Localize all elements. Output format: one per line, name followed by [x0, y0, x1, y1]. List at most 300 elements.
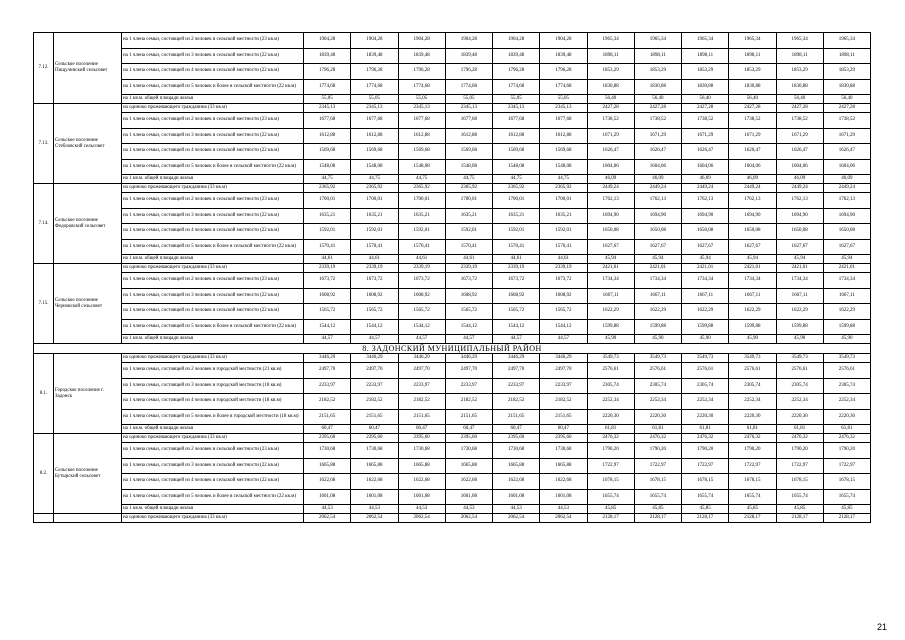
value-cell: 1665,88: [445, 458, 492, 474]
value-cell: 1601,08: [540, 489, 587, 505]
settlement-name: Сельское поселение Черновской сельсовет: [54, 264, 122, 344]
value-cell: 1622,29: [729, 304, 776, 320]
value-cell: 1622,68: [493, 474, 540, 490]
settlement-name: Городское поселение г. Задонск: [54, 354, 122, 434]
table-row: [34, 33, 871, 49]
value-cell: 1635,21: [351, 208, 398, 224]
value-cell: 1592,01: [493, 224, 540, 240]
value-cell: 2339,19: [398, 264, 445, 273]
value-cell: 1548,08: [493, 159, 540, 175]
value-cell: 1626,47: [682, 144, 729, 160]
table-row: [34, 304, 871, 320]
value-cell: 2497,70: [398, 363, 445, 379]
value-cell: 1655,74: [682, 489, 729, 505]
value-cell: 2233,97: [351, 378, 398, 394]
row-description: на 1 члена семьи, состоящей из 5 человек и более в сельской местности (22 кв.м): [122, 79, 304, 95]
value-cell: 1612,88: [493, 128, 540, 144]
value-cell: 2305,74: [587, 378, 634, 394]
value-cell: 1965,34: [682, 33, 729, 49]
value-cell: 2449,24: [823, 184, 870, 193]
value-cell: 2151,65: [540, 409, 587, 425]
value-cell: 2220,30: [634, 409, 681, 425]
value-cell: 61,81: [634, 425, 681, 434]
value-cell: 61,81: [729, 425, 776, 434]
row-description: на 1 кв.м. общей площади жилья: [122, 255, 304, 264]
row-description: на 1 члена семьи, состоящей из 5 человек и более в сельской местности (22 кв.м): [122, 239, 304, 255]
value-cell: 2345,13: [304, 104, 351, 113]
value-cell: 2252,34: [729, 394, 776, 410]
value-cell: 1734,34: [729, 273, 776, 289]
value-cell: 2233,97: [540, 378, 587, 394]
row-description: на 1 кв.м. общей площади жилья: [122, 95, 304, 104]
value-cell: 2128,17: [634, 514, 681, 523]
value-cell: 2151,65: [304, 409, 351, 425]
value-cell: 1762,13: [729, 193, 776, 209]
value-cell: 1608,92: [398, 288, 445, 304]
value-cell: 1667,11: [776, 288, 823, 304]
value-cell: 1592,01: [540, 224, 587, 240]
table-row: [34, 425, 871, 434]
value-cell: 1569,68: [493, 144, 540, 160]
value-cell: 2427,28: [776, 104, 823, 113]
table-row: [34, 335, 871, 344]
value-cell: 1604,06: [823, 159, 870, 175]
value-cell: 2128,17: [682, 514, 729, 523]
value-cell: 1569,68: [445, 144, 492, 160]
value-cell: 1655,74: [823, 489, 870, 505]
value-cell: 2305,74: [823, 378, 870, 394]
value-cell: 1677,68: [351, 113, 398, 129]
value-cell: 1622,29: [823, 304, 870, 320]
table-row: [34, 505, 871, 514]
value-cell: 55,05: [445, 95, 492, 104]
value-cell: 1774,68: [445, 79, 492, 95]
value-cell: 1734,34: [823, 273, 870, 289]
table-row: [34, 363, 871, 379]
page-number: 21: [876, 622, 887, 632]
value-cell: 1626,47: [776, 144, 823, 160]
value-cell: 2128,17: [587, 514, 634, 523]
value-cell: 2421,01: [776, 264, 823, 273]
value-cell: 1898,11: [682, 48, 729, 64]
value-cell: 2128,17: [823, 514, 870, 523]
value-cell: 1650,08: [634, 224, 681, 240]
value-cell: 1734,34: [776, 273, 823, 289]
row-description: на 1 члена семьи, состоящей из 3 человек в сельской местности (22 кв.м): [122, 288, 304, 304]
value-cell: 1544,12: [493, 319, 540, 335]
value-cell: 1830,88: [634, 79, 681, 95]
value-cell: 2449,24: [682, 184, 729, 193]
value-cell: 1678,15: [634, 474, 681, 490]
value-cell: 1774,68: [304, 79, 351, 95]
value-cell: 1678,15: [823, 474, 870, 490]
value-cell: 2427,28: [682, 104, 729, 113]
value-cell: 1612,88: [445, 128, 492, 144]
value-cell: 1678,15: [682, 474, 729, 490]
value-cell: 1592,01: [304, 224, 351, 240]
table-row: [34, 319, 871, 335]
value-cell: 2305,74: [634, 378, 681, 394]
value-cell: 1622,29: [634, 304, 681, 320]
value-cell: 2062,54: [445, 514, 492, 523]
value-cell: 1655,74: [729, 489, 776, 505]
value-cell: 1898,11: [729, 48, 776, 64]
value-cell: 1898,11: [634, 48, 681, 64]
value-cell: 1694,90: [729, 208, 776, 224]
value-cell: 1790,20: [634, 443, 681, 459]
value-cell: 1612,88: [540, 128, 587, 144]
value-cell: 1762,13: [776, 193, 823, 209]
value-cell: 2476,32: [634, 434, 681, 443]
row-code: [34, 514, 54, 523]
value-cell: 2427,28: [729, 104, 776, 113]
value-cell: 2345,13: [351, 104, 398, 113]
value-cell: 1612,88: [351, 128, 398, 144]
value-cell: 56,40: [634, 95, 681, 104]
value-cell: 1592,01: [398, 224, 445, 240]
value-cell: 45,94: [729, 255, 776, 264]
value-cell: 1544,12: [445, 319, 492, 335]
value-cell: 60,47: [398, 425, 445, 434]
value-cell: 1700,01: [398, 193, 445, 209]
row-description: на 1 кв.м. общей площади жилья: [122, 425, 304, 434]
section-row: [34, 344, 871, 354]
value-cell: 2345,13: [445, 104, 492, 113]
value-cell: 1569,68: [398, 144, 445, 160]
value-cell: 45,90: [634, 335, 681, 344]
value-cell: 1655,74: [634, 489, 681, 505]
table-row: [34, 409, 871, 425]
value-cell: 1730,68: [351, 443, 398, 459]
value-cell: 44,75: [398, 175, 445, 184]
table-row: [34, 64, 871, 80]
value-cell: 2421,01: [729, 264, 776, 273]
row-description: на 1 члена семьи, состоящей из 2 человек в сельской местности (23 кв.м): [122, 443, 304, 459]
value-cell: 1898,11: [587, 48, 634, 64]
row-description: на 1 члена семьи, состоящей из 2 человек в сельской местности (23 кв.м): [122, 273, 304, 289]
value-cell: 1774,68: [351, 79, 398, 95]
value-cell: 1762,13: [587, 193, 634, 209]
value-cell: 2220,30: [823, 409, 870, 425]
table-row: [34, 434, 871, 443]
value-cell: 1965,34: [729, 33, 776, 49]
value-cell: 44,53: [351, 505, 398, 514]
value-cell: 1839,48: [493, 48, 540, 64]
table-row: [34, 104, 871, 113]
value-cell: 1673,72: [445, 273, 492, 289]
value-cell: 1790,20: [823, 443, 870, 459]
table-row: [34, 288, 871, 304]
value-cell: 2339,19: [304, 264, 351, 273]
value-cell: 2151,65: [351, 409, 398, 425]
value-cell: 44,57: [351, 335, 398, 344]
value-cell: 2339,19: [540, 264, 587, 273]
value-cell: 1790,20: [682, 443, 729, 459]
value-cell: 2395,60: [540, 434, 587, 443]
value-cell: 1565,72: [304, 304, 351, 320]
value-cell: 2339,19: [445, 264, 492, 273]
row-description: на 1 члена семьи, состоящей из 2 человек в сельской местности (23 кв.м): [122, 33, 304, 49]
value-cell: 1548,08: [445, 159, 492, 175]
value-cell: 1678,15: [587, 474, 634, 490]
value-cell: 1570,41: [304, 239, 351, 255]
value-cell: 1565,72: [493, 304, 540, 320]
value-cell: 1627,67: [682, 239, 729, 255]
value-cell: 44,75: [493, 175, 540, 184]
value-cell: 1635,21: [304, 208, 351, 224]
value-cell: 2395,60: [493, 434, 540, 443]
value-cell: 2062,54: [493, 514, 540, 523]
value-cell: 2449,24: [729, 184, 776, 193]
value-cell: 2476,32: [823, 434, 870, 443]
value-cell: 2395,60: [304, 434, 351, 443]
value-cell: 1565,72: [445, 304, 492, 320]
value-cell: 1700,01: [304, 193, 351, 209]
table-row: [34, 273, 871, 289]
value-cell: 55,05: [540, 95, 587, 104]
row-description: на 1 члена семьи, состоящей из 5 человек и более в сельской местности (22 кв.м): [122, 319, 304, 335]
value-cell: 61,81: [682, 425, 729, 434]
table-row: [34, 208, 871, 224]
value-cell: 1700,01: [445, 193, 492, 209]
table-row: [34, 95, 871, 104]
value-cell: 2182,52: [540, 394, 587, 410]
value-cell: 45,94: [776, 255, 823, 264]
value-cell: 60,47: [540, 425, 587, 434]
value-cell: 1635,21: [540, 208, 587, 224]
table-row: [34, 79, 871, 95]
value-cell: 44,75: [540, 175, 587, 184]
value-cell: 2497,70: [493, 363, 540, 379]
tariff-table-sheet: [33, 32, 870, 523]
value-cell: 2182,52: [398, 394, 445, 410]
value-cell: 1965,34: [776, 33, 823, 49]
value-cell: 44,61: [493, 255, 540, 264]
value-cell: 1730,68: [445, 443, 492, 459]
value-cell: 2497,70: [540, 363, 587, 379]
value-cell: 55,05: [351, 95, 398, 104]
row-description: на 1 члена семьи, состоящей из 4 человек в сельской местности (22 кв.м): [122, 474, 304, 490]
table-row: [34, 264, 871, 273]
row-description: на 1 члена семьи, состоящей из 3 человек в сельской местности (22 кв.м): [122, 48, 304, 64]
value-cell: 2345,13: [540, 104, 587, 113]
value-cell: 44,61: [540, 255, 587, 264]
value-cell: 2233,97: [398, 378, 445, 394]
value-cell: 1774,68: [540, 79, 587, 95]
value-cell: 1839,48: [304, 48, 351, 64]
value-cell: 1599,88: [823, 319, 870, 335]
value-cell: 56,40: [587, 95, 634, 104]
value-cell: 1853,29: [823, 64, 870, 80]
row-description: на 1 кв.м. общей площади жилья: [122, 175, 304, 184]
value-cell: 2345,13: [398, 104, 445, 113]
value-cell: 45,85: [682, 505, 729, 514]
value-cell: 1722,97: [823, 458, 870, 474]
value-cell: 45,85: [823, 505, 870, 514]
value-cell: 1673,72: [398, 273, 445, 289]
value-cell: 44,61: [398, 255, 445, 264]
value-cell: 44,53: [445, 505, 492, 514]
value-cell: 44,57: [540, 335, 587, 344]
value-cell: 1671,29: [682, 128, 729, 144]
value-cell: 2220,30: [729, 409, 776, 425]
value-cell: 1627,67: [776, 239, 823, 255]
value-cell: 1626,47: [634, 144, 681, 160]
value-cell: 1722,97: [776, 458, 823, 474]
value-cell: 1678,15: [729, 474, 776, 490]
value-cell: 1608,92: [351, 288, 398, 304]
value-cell: 2062,54: [351, 514, 398, 523]
value-cell: 1677,68: [493, 113, 540, 129]
value-cell: 44,75: [351, 175, 398, 184]
value-cell: 1665,88: [351, 458, 398, 474]
value-cell: 1830,88: [587, 79, 634, 95]
value-cell: 2182,52: [304, 394, 351, 410]
value-cell: 1608,92: [445, 288, 492, 304]
value-cell: 1738,52: [823, 113, 870, 129]
value-cell: 2365,92: [445, 184, 492, 193]
settlement-name: Сельское поселение Стебловский сельсовет: [54, 104, 122, 184]
value-cell: 3446,29: [493, 354, 540, 363]
value-cell: 61,81: [776, 425, 823, 434]
value-cell: 1565,72: [540, 304, 587, 320]
value-cell: 44,75: [304, 175, 351, 184]
row-description: на 1 члена семьи, состоящей из 5 человек и более в городской местности (18 кв.м): [122, 409, 304, 425]
value-cell: 1544,12: [398, 319, 445, 335]
value-cell: 1774,68: [493, 79, 540, 95]
row-code: 8.1.: [34, 354, 54, 434]
value-cell: 2421,01: [587, 264, 634, 273]
table-row: [34, 474, 871, 490]
value-cell: 44,53: [493, 505, 540, 514]
value-cell: 1904,28: [445, 33, 492, 49]
value-cell: 1655,74: [587, 489, 634, 505]
row-description: на 1 члена семьи, состоящей из 2 человек в городской местности (21 кв.м): [122, 363, 304, 379]
row-description: на 1 члена семьи, состоящей из 4 человек в сельской местности (22 кв.м): [122, 224, 304, 240]
value-cell: 2062,54: [304, 514, 351, 523]
value-cell: 2576,61: [634, 363, 681, 379]
value-cell: 1673,72: [493, 273, 540, 289]
value-cell: 1608,92: [493, 288, 540, 304]
row-description: на 1 члена семьи, состоящей из 4 человек в городской местности (18 кв.м): [122, 394, 304, 410]
value-cell: 45,94: [587, 255, 634, 264]
value-cell: 1839,48: [445, 48, 492, 64]
value-cell: 2151,65: [445, 409, 492, 425]
table-row: [34, 224, 871, 240]
value-cell: 1738,52: [634, 113, 681, 129]
value-cell: 1904,28: [304, 33, 351, 49]
value-cell: 1790,20: [587, 443, 634, 459]
value-cell: 1622,68: [351, 474, 398, 490]
value-cell: 1677,68: [540, 113, 587, 129]
value-cell: 2365,92: [304, 184, 351, 193]
value-cell: 56,40: [776, 95, 823, 104]
value-cell: 1904,28: [351, 33, 398, 49]
value-cell: 45,85: [634, 505, 681, 514]
value-cell: 46,09: [776, 175, 823, 184]
table-row: [34, 184, 871, 193]
value-cell: 44,75: [445, 175, 492, 184]
value-cell: 1700,01: [540, 193, 587, 209]
table-row: [34, 175, 871, 184]
value-cell: 2305,74: [776, 378, 823, 394]
value-cell: 1853,29: [587, 64, 634, 80]
value-cell: 1612,88: [398, 128, 445, 144]
table-row: [34, 378, 871, 394]
row-description: на одиноко проживающего гражданина (33 кв.м): [122, 184, 304, 193]
row-description: на 1 члена семьи, состоящей из 3 человек в сельской местности (22 кв.м): [122, 458, 304, 474]
value-cell: 45,90: [682, 335, 729, 344]
row-description: на одиноко проживающего гражданина (33 кв.м): [122, 434, 304, 443]
row-code: 7.15.: [34, 264, 54, 344]
row-description: на одиноко проживающего гражданина (33 кв.м): [122, 514, 304, 523]
value-cell: 44,61: [445, 255, 492, 264]
value-cell: 45,90: [823, 335, 870, 344]
value-cell: 1548,08: [351, 159, 398, 175]
value-cell: 1599,88: [729, 319, 776, 335]
value-cell: 1592,01: [445, 224, 492, 240]
value-cell: 1604,06: [729, 159, 776, 175]
row-code: 8.2.: [34, 434, 54, 514]
value-cell: 2576,61: [776, 363, 823, 379]
value-cell: 44,61: [351, 255, 398, 264]
value-cell: 1665,88: [540, 458, 587, 474]
value-cell: 1548,08: [304, 159, 351, 175]
value-cell: 44,53: [398, 505, 445, 514]
value-cell: 2476,32: [729, 434, 776, 443]
value-cell: 1671,29: [634, 128, 681, 144]
value-cell: 1853,29: [682, 64, 729, 80]
value-cell: 1730,68: [398, 443, 445, 459]
value-cell: 1839,48: [351, 48, 398, 64]
value-cell: 2497,70: [445, 363, 492, 379]
value-cell: 1627,67: [823, 239, 870, 255]
value-cell: 1599,88: [587, 319, 634, 335]
value-cell: 1904,28: [493, 33, 540, 49]
value-cell: 2252,34: [634, 394, 681, 410]
row-description: на одиноко проживающего гражданина (33 кв.м): [122, 354, 304, 363]
settlement-name: Сельское поселение Бутырский сельсовет: [54, 434, 122, 514]
value-cell: 2427,28: [587, 104, 634, 113]
value-cell: 1671,29: [776, 128, 823, 144]
value-cell: 1622,68: [304, 474, 351, 490]
value-cell: 1548,08: [540, 159, 587, 175]
value-cell: 1570,41: [445, 239, 492, 255]
settlement-name: [54, 514, 122, 523]
value-cell: 1694,90: [776, 208, 823, 224]
value-cell: 2062,54: [540, 514, 587, 523]
value-cell: 1565,72: [398, 304, 445, 320]
settlement-name: Сельское поселение Федоровский сельсовет: [54, 184, 122, 264]
value-cell: 44,53: [540, 505, 587, 514]
value-cell: 1839,48: [398, 48, 445, 64]
value-cell: 1570,41: [540, 239, 587, 255]
table-row: [34, 48, 871, 64]
value-cell: 1694,90: [682, 208, 729, 224]
value-cell: 2365,92: [351, 184, 398, 193]
value-cell: 2421,01: [634, 264, 681, 273]
value-cell: 46,09: [634, 175, 681, 184]
table-row: [34, 239, 871, 255]
value-cell: 2220,30: [587, 409, 634, 425]
row-code: 7.12.: [34, 33, 54, 104]
value-cell: 3446,29: [351, 354, 398, 363]
settlement-name: Сельское поселение Пищулинский сельсовет: [54, 33, 122, 104]
table-row: [34, 443, 871, 459]
row-code: 7.13.: [34, 104, 54, 184]
value-cell: 1650,08: [776, 224, 823, 240]
value-cell: 1569,68: [351, 144, 398, 160]
